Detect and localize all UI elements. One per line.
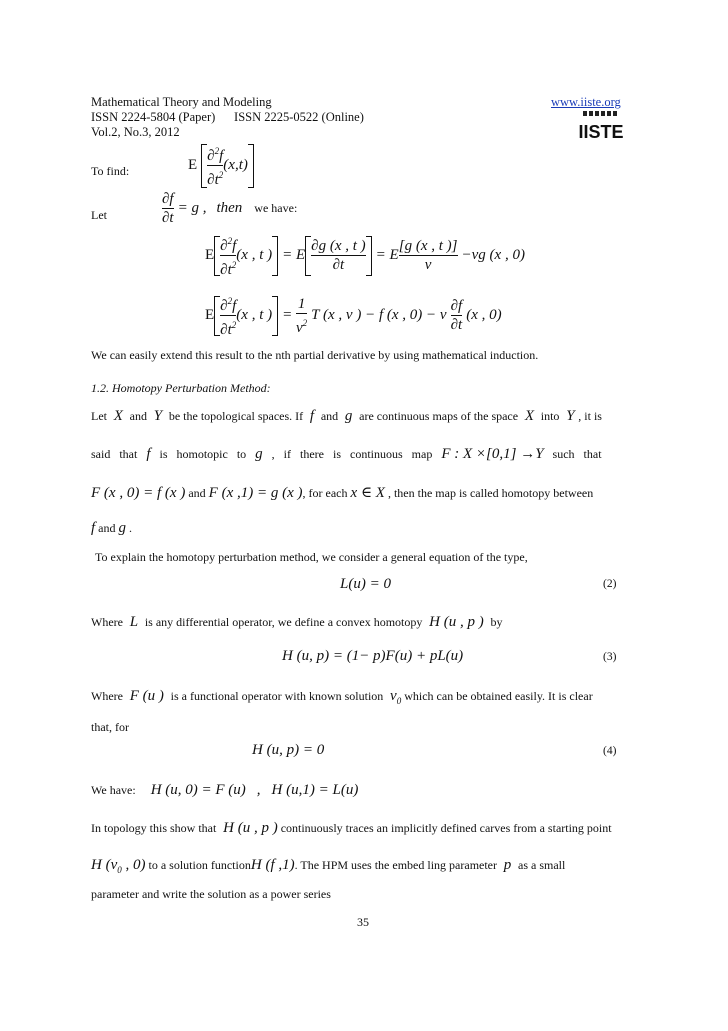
- transform-equation-1: E $\frac{\partial^2f}{\partial t^2}$ (x , t ) = E $\frac{\partial g (x , t )}{\partial t}$ = E $\frac{[g (x , t )]}{v}$ −vg (x , 0): [205, 236, 525, 278]
- paragraph-line-2: said that f is homotopic to g , if there is continuous map F : X ×[0,1] →Y such that: [91, 446, 602, 462]
- equation-4: H (u, p) = 0: [252, 742, 325, 758]
- explain-sentence: To explain the homotopy perturbation method, we consider a general equation of the type,: [95, 550, 528, 564]
- let-label: Let: [91, 208, 107, 222]
- we-have-line: We have: H (u, 0) = F (u) , H (u,1) = L(u): [91, 782, 359, 798]
- equation-2-number: (2): [603, 578, 617, 590]
- where-line-2: Where F (u ) is a functional operator with known solution $v_0$ which can be obtained easily. It is clear: [91, 688, 593, 706]
- hpm-line: H ($v_0$ , 0) to a solution functionH (f ,1). The HPM uses the embed ling parameter p as a small: [91, 857, 566, 875]
- last-line: parameter and write the solution as a power series: [91, 887, 331, 901]
- journal-title: Mathematical Theory and Modeling: [91, 95, 272, 109]
- where-line-1: Where L is any differential operator, we define a convex homotopy H (u , p ) by: [91, 614, 503, 630]
- equation-4-number: (4): [603, 745, 617, 757]
- logo-text: IISTE: [579, 122, 623, 142]
- topology-line: In topology this show that H (u , p ) continuously traces an implicitly defined carves from a starting point: [91, 820, 612, 836]
- paragraph-line-3: F (x , 0) = f (x ) and F (x ,1) = g (x ), for each x ∈ X , then the map is called homotopy between: [91, 485, 594, 501]
- to-find-label: To find:: [91, 164, 130, 178]
- equation-2: L(u) = 0: [340, 576, 391, 592]
- transform-equation-2: E $\frac{\partial^2f}{\partial t^2}$ (x , t ) = $\frac{1}{v^2}$ T (x , v ) − f (x , 0) − v $\frac{\partial f}{\partial t}$ (x , 0): [205, 295, 502, 338]
- journal-website-link[interactable]: www.iiste.org: [551, 95, 621, 109]
- page-number: 35: [357, 915, 369, 929]
- paragraph-line-4: f and g .: [91, 520, 132, 536]
- iiste-logo: [579, 110, 623, 144]
- to-find-expression: E $\frac{\partial^2f}{\partial t^2}$ (x,t): [188, 142, 254, 189]
- equation-3-number: (3): [603, 651, 617, 663]
- equation-3: H (u, p) = (1− p)F(u) + pL(u): [282, 648, 464, 664]
- we-have-text: we have:: [254, 201, 298, 215]
- paragraph-line-1: Let X and Y be the topological spaces. If f and g are continuous maps of the space X into Y , it is: [91, 408, 602, 424]
- let-definition: $\frac{\partial f}{\partial t}$ = g , then we have:: [162, 191, 298, 226]
- nth-derivative-sentence: We can easily extend this result to the nth partial derivative by using mathematical induction.: [91, 348, 539, 362]
- issn-line: ISSN 2224-5804 (Paper) ISSN 2225-0522 (Online): [91, 110, 364, 124]
- then-word: then: [216, 200, 243, 216]
- volume-line: Vol.2, No.3, 2012: [91, 125, 180, 139]
- that-for-text: that, for: [91, 720, 129, 734]
- section-title: 1.2. Homotopy Perturbation Method:: [91, 381, 271, 395]
